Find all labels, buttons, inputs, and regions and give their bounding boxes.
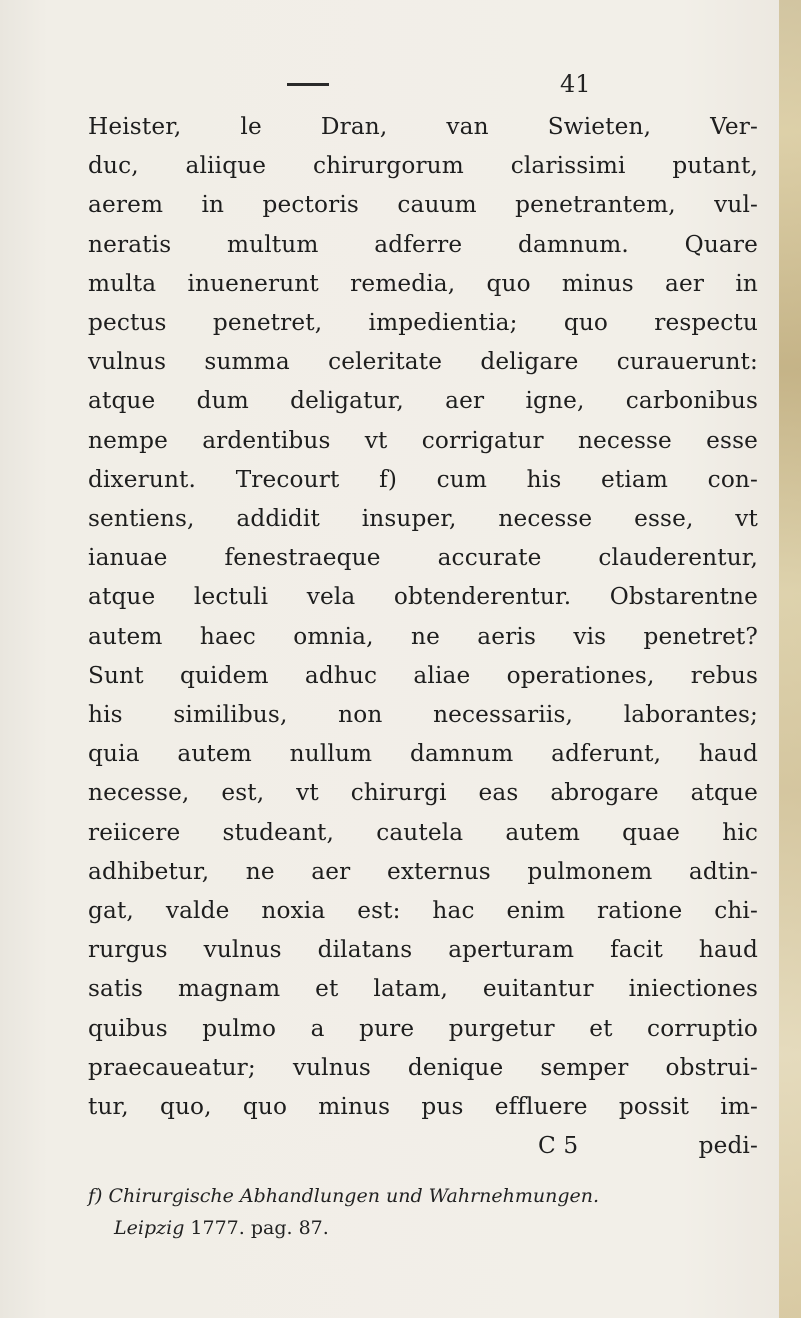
text-line: quibus pulmo a pure purgetur et corruptio: [88, 1014, 758, 1042]
text-line: aerem in pectoris cauum penetrantem, vul-: [88, 191, 758, 219]
text-line: neratis multum adferre damnum. Quare: [88, 230, 758, 258]
text-line: dixerunt. Trecourt f) cum his etiam con-: [88, 465, 758, 493]
text-line: Sunt quidem adhuc aliae operationes, rebus: [88, 661, 758, 689]
footnote-line-2: [88, 1212, 778, 1244]
text-line: quia autem nullum damnum adferunt, haud: [88, 740, 758, 768]
text-line: nempe ardentibus vt corrigatur necesse esse: [88, 426, 758, 454]
footnote: [88, 1180, 778, 1244]
text-line: vulnus summa celeritate deligare curauerunt:: [88, 348, 758, 376]
text-line: pectus penetret, impedientia; quo respectu: [88, 309, 758, 337]
text-line: atque lectuli vela obtenderentur. Obstarentne: [88, 583, 758, 611]
text-line: his similibus, non necessariis, laborantes;: [88, 701, 758, 729]
text-line: multa inuenerunt remedia, quo minus aer in: [88, 269, 758, 297]
signature-row: [88, 1126, 758, 1165]
text-line: satis magnam et latam, euitantur iniectiones: [88, 975, 758, 1003]
text-line: adhibetur, ne aer externus pulmonem adtin-: [88, 857, 758, 885]
text-line: ianuae fenestraeque accurate clauderentur,: [88, 544, 758, 572]
text-line: praecaueatur; vulnus denique semper obstrui-: [88, 1053, 758, 1081]
header-rule: [287, 83, 329, 86]
text-line: autem haec omnia, ne aeris vis penetret?: [88, 622, 758, 650]
body-text: [88, 107, 758, 1165]
page-edge-stain: [779, 0, 801, 1318]
text-line: reiicere studeant, cautela autem quae hic: [88, 818, 758, 846]
text-line: atque dum deligatur, aer igne, carbonibus: [88, 387, 758, 415]
footnote-place: Leipzig: [114, 1217, 185, 1239]
signature-mark: C 5: [538, 1132, 579, 1160]
footnote-reference: 1777. pag. 87.: [190, 1217, 329, 1239]
text-line: duc, aliique chirurgorum clarissimi putant,: [88, 152, 758, 180]
text-line: rurgus vulnus dilatans aperturam facit haud: [88, 936, 758, 964]
text-line: gat, valde noxia est: hac enim ratione chi-: [88, 897, 758, 925]
footnote-marker: f): [88, 1185, 103, 1207]
footnote-line-1: [88, 1180, 778, 1212]
text-line: tur, quo, quo minus pus effluere possit im-: [88, 1093, 758, 1121]
text-line: necesse, est, vt chirurgi eas abrogare atque: [88, 779, 758, 807]
text-line: Heister, le Dran, van Swieten, Ver-: [88, 113, 758, 140]
footnote-title: Chirurgische Abhandlungen und Wahrnehmungen.: [108, 1185, 600, 1207]
page-number: 41: [560, 70, 591, 98]
text-line: sentiens, addidit insuper, necesse esse, vt: [88, 505, 758, 533]
catchword: pedi-: [698, 1132, 758, 1160]
